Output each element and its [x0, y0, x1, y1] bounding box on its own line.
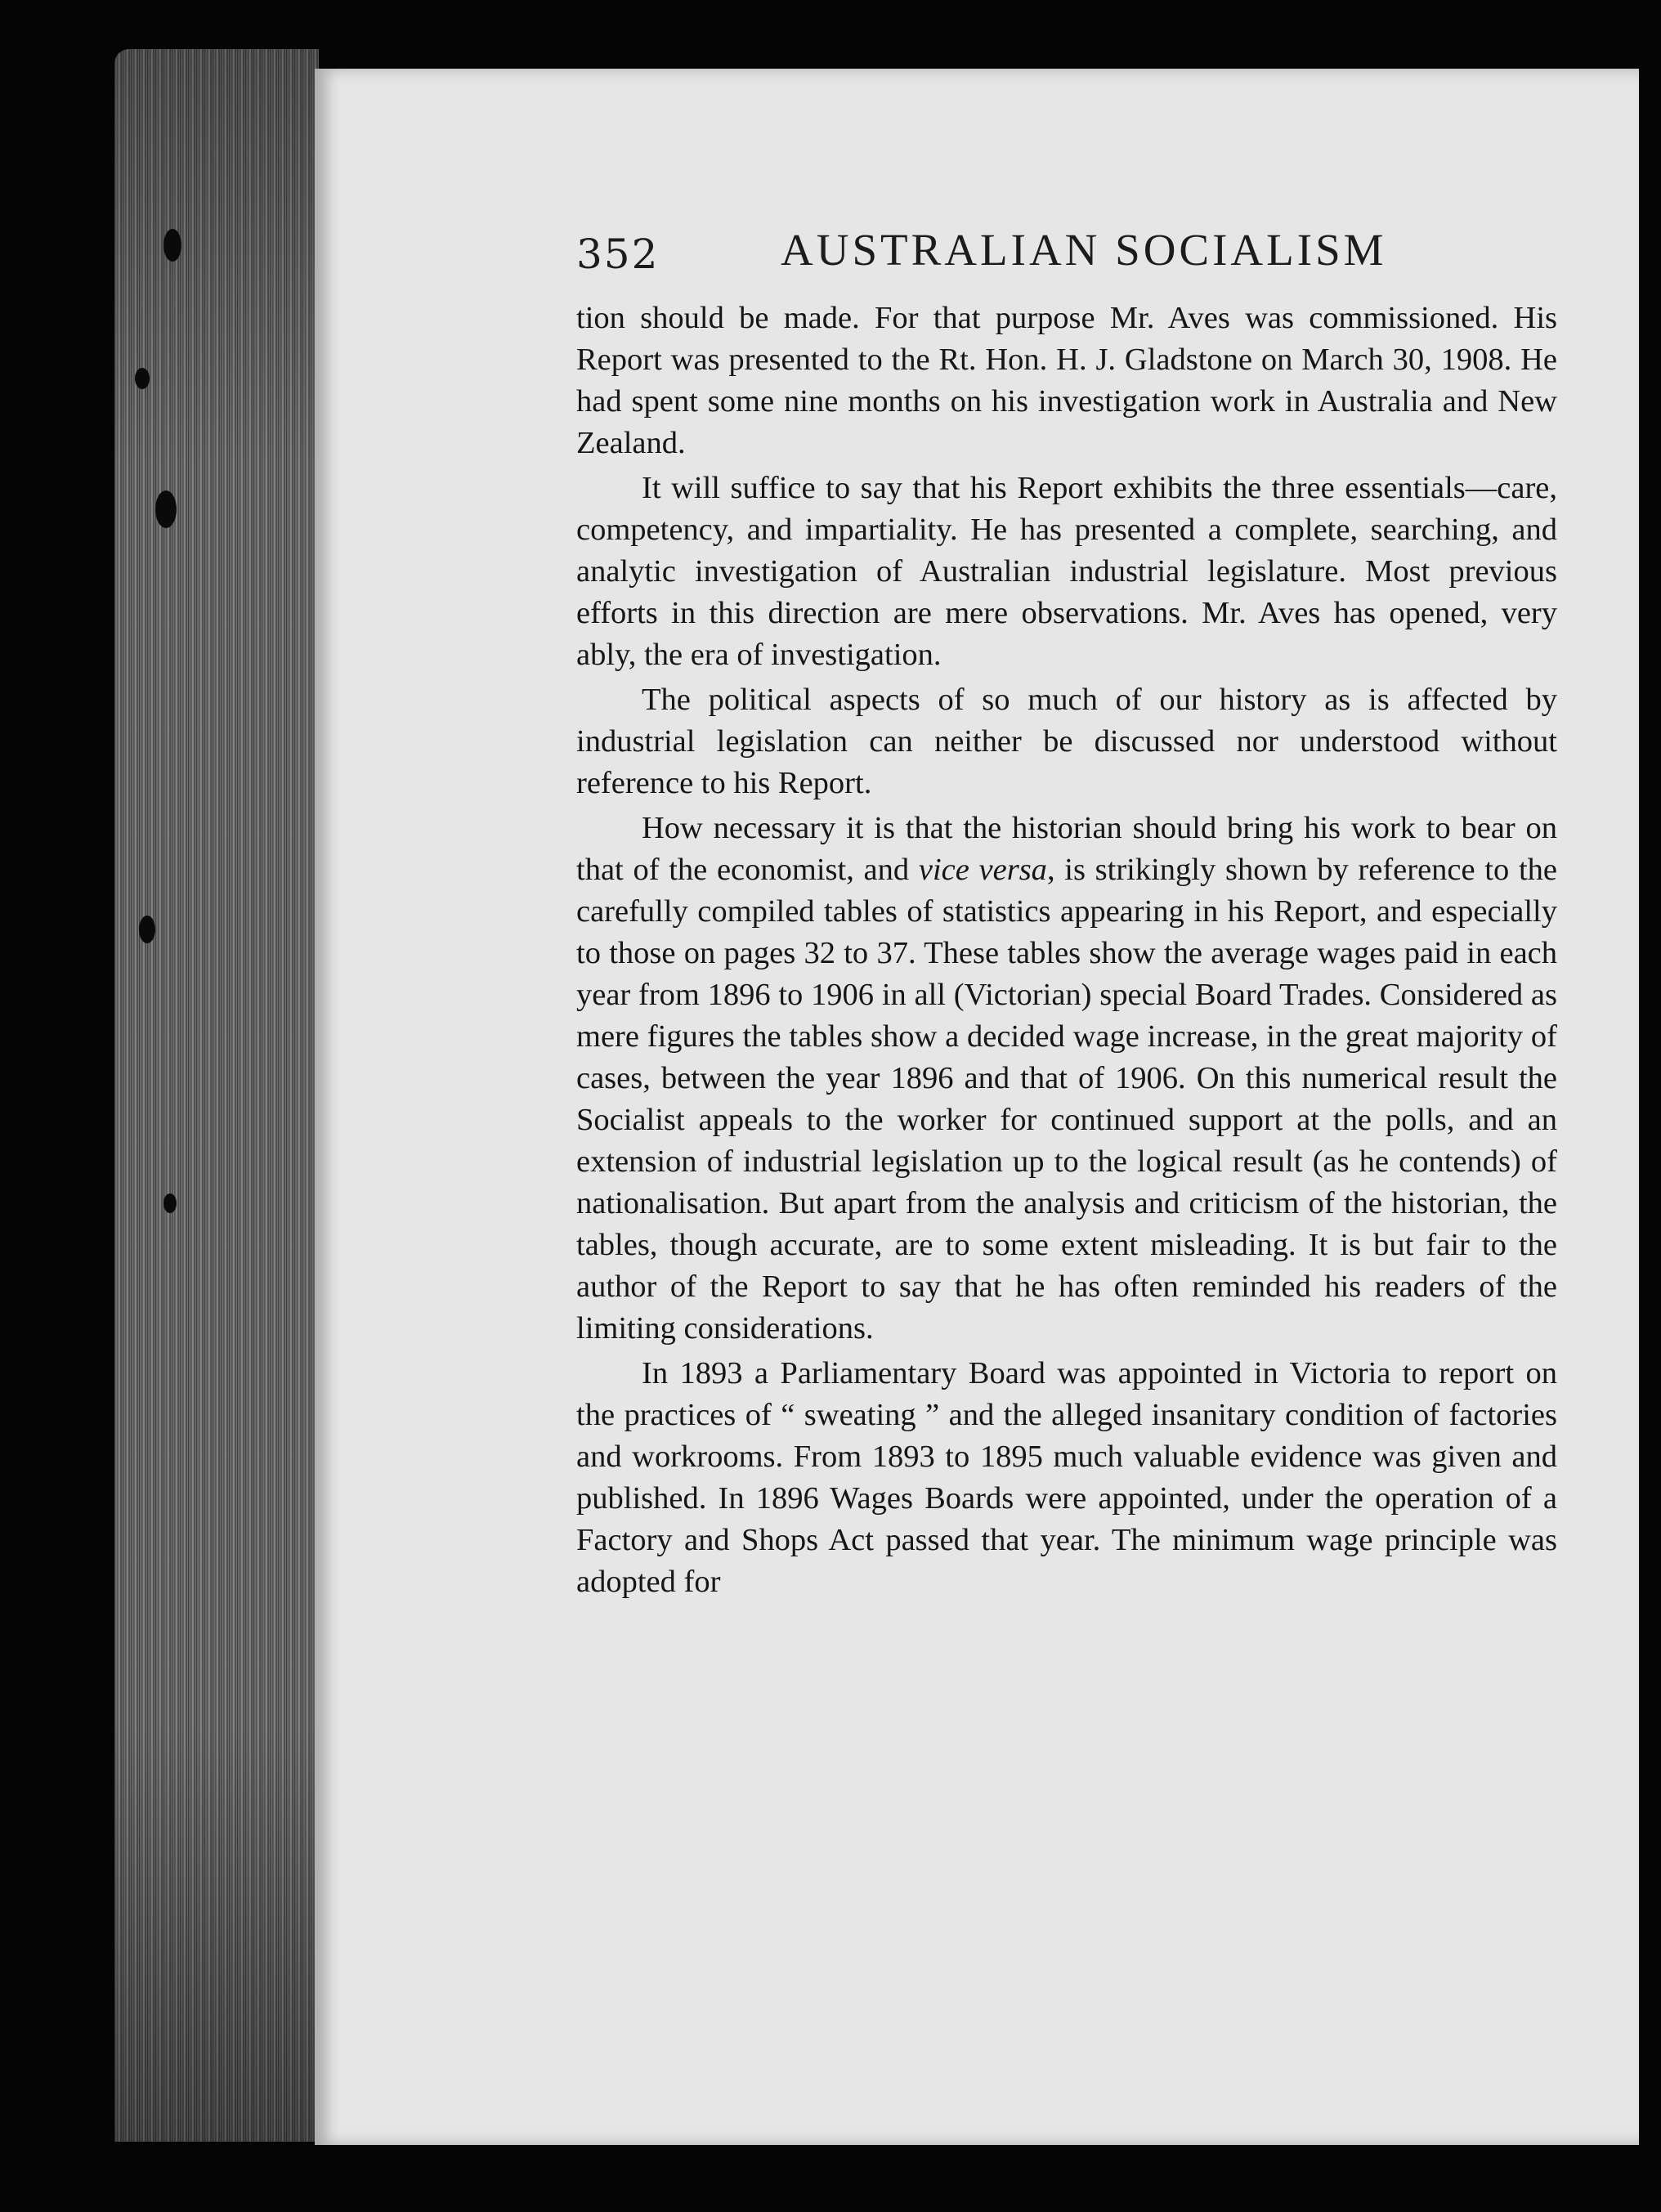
scan-spot — [163, 1193, 177, 1213]
fore-edge-shadow — [114, 49, 319, 2142]
paragraph-text: How necessary it is that the historian should bring his work to bear on that of the economist, and — [576, 811, 1557, 887]
paragraph: In 1893 a Parliamentary Board was appointed in Victoria to report on the practices of “ sweating ” and the alleged insanitary condition of factories and workrooms. From 1893 to 1895 much valuable evidence was given and published. In 1896 Wages Boards were appointed, under the operation of a Factory and Shops Act passed that year. The minimum wage principle was adopted for — [576, 1356, 1557, 1599]
scan-spot — [155, 490, 177, 528]
body-text — [576, 298, 1557, 1603]
running-title: AUSTRALIAN SOCIALISM — [781, 225, 1387, 275]
italic-phrase: vice versa — [918, 853, 1047, 887]
scan-spot — [163, 229, 181, 262]
running-head — [576, 216, 1590, 289]
scan-spot — [139, 916, 155, 943]
paragraph — [576, 808, 1557, 1350]
paragraph-text: , is strikingly shown by reference to the carefully compiled tables of statistics appearing in his Report, and especially to those on pages 32 to 37. These tables show the average wages paid in each year from 1896 to 1906 in all (Victorian) special Board Trades. Considered as mere figures the tables show a decided wage increase, in the great majority of cases, between the year 1896 and that of 1906. On this numerical result the Socialist appeals to the worker for continued support at the polls, and an extension of industrial legislation up to the logical result (as he contends) of nationalisation. But apart from the analysis and criticism of the historian, the tables, though accurate, are to some extent misleading. It is but fair to the author of the Report to say that he has often reminded his readers of the limiting considerations. — [576, 853, 1557, 1346]
paragraph: tion should be made. For that purpose Mr. Aves was commissioned. His Report was presented to the Rt. Hon. H. J. Gladstone on March 30, 1908. He had spent some nine months on his investigation work in Australia and New Zealand. — [576, 301, 1557, 460]
scan-spot — [135, 368, 150, 389]
paragraph: It will suffice to say that his Report exhibits the three essentials—care, competency, and impartiality. He has presented a complete, searching, and analytic investigation of Australian industrial legislature. Most previous efforts in this direction are mere observations. Mr. Aves has opened, very ably, the era of investigation. — [576, 471, 1557, 672]
book-page — [315, 69, 1639, 2145]
page-number: 352 — [576, 231, 660, 278]
paragraph: The political aspects of so much of our history as is affected by industrial legislation can neither be discussed nor understood without reference to his Report. — [576, 683, 1557, 800]
